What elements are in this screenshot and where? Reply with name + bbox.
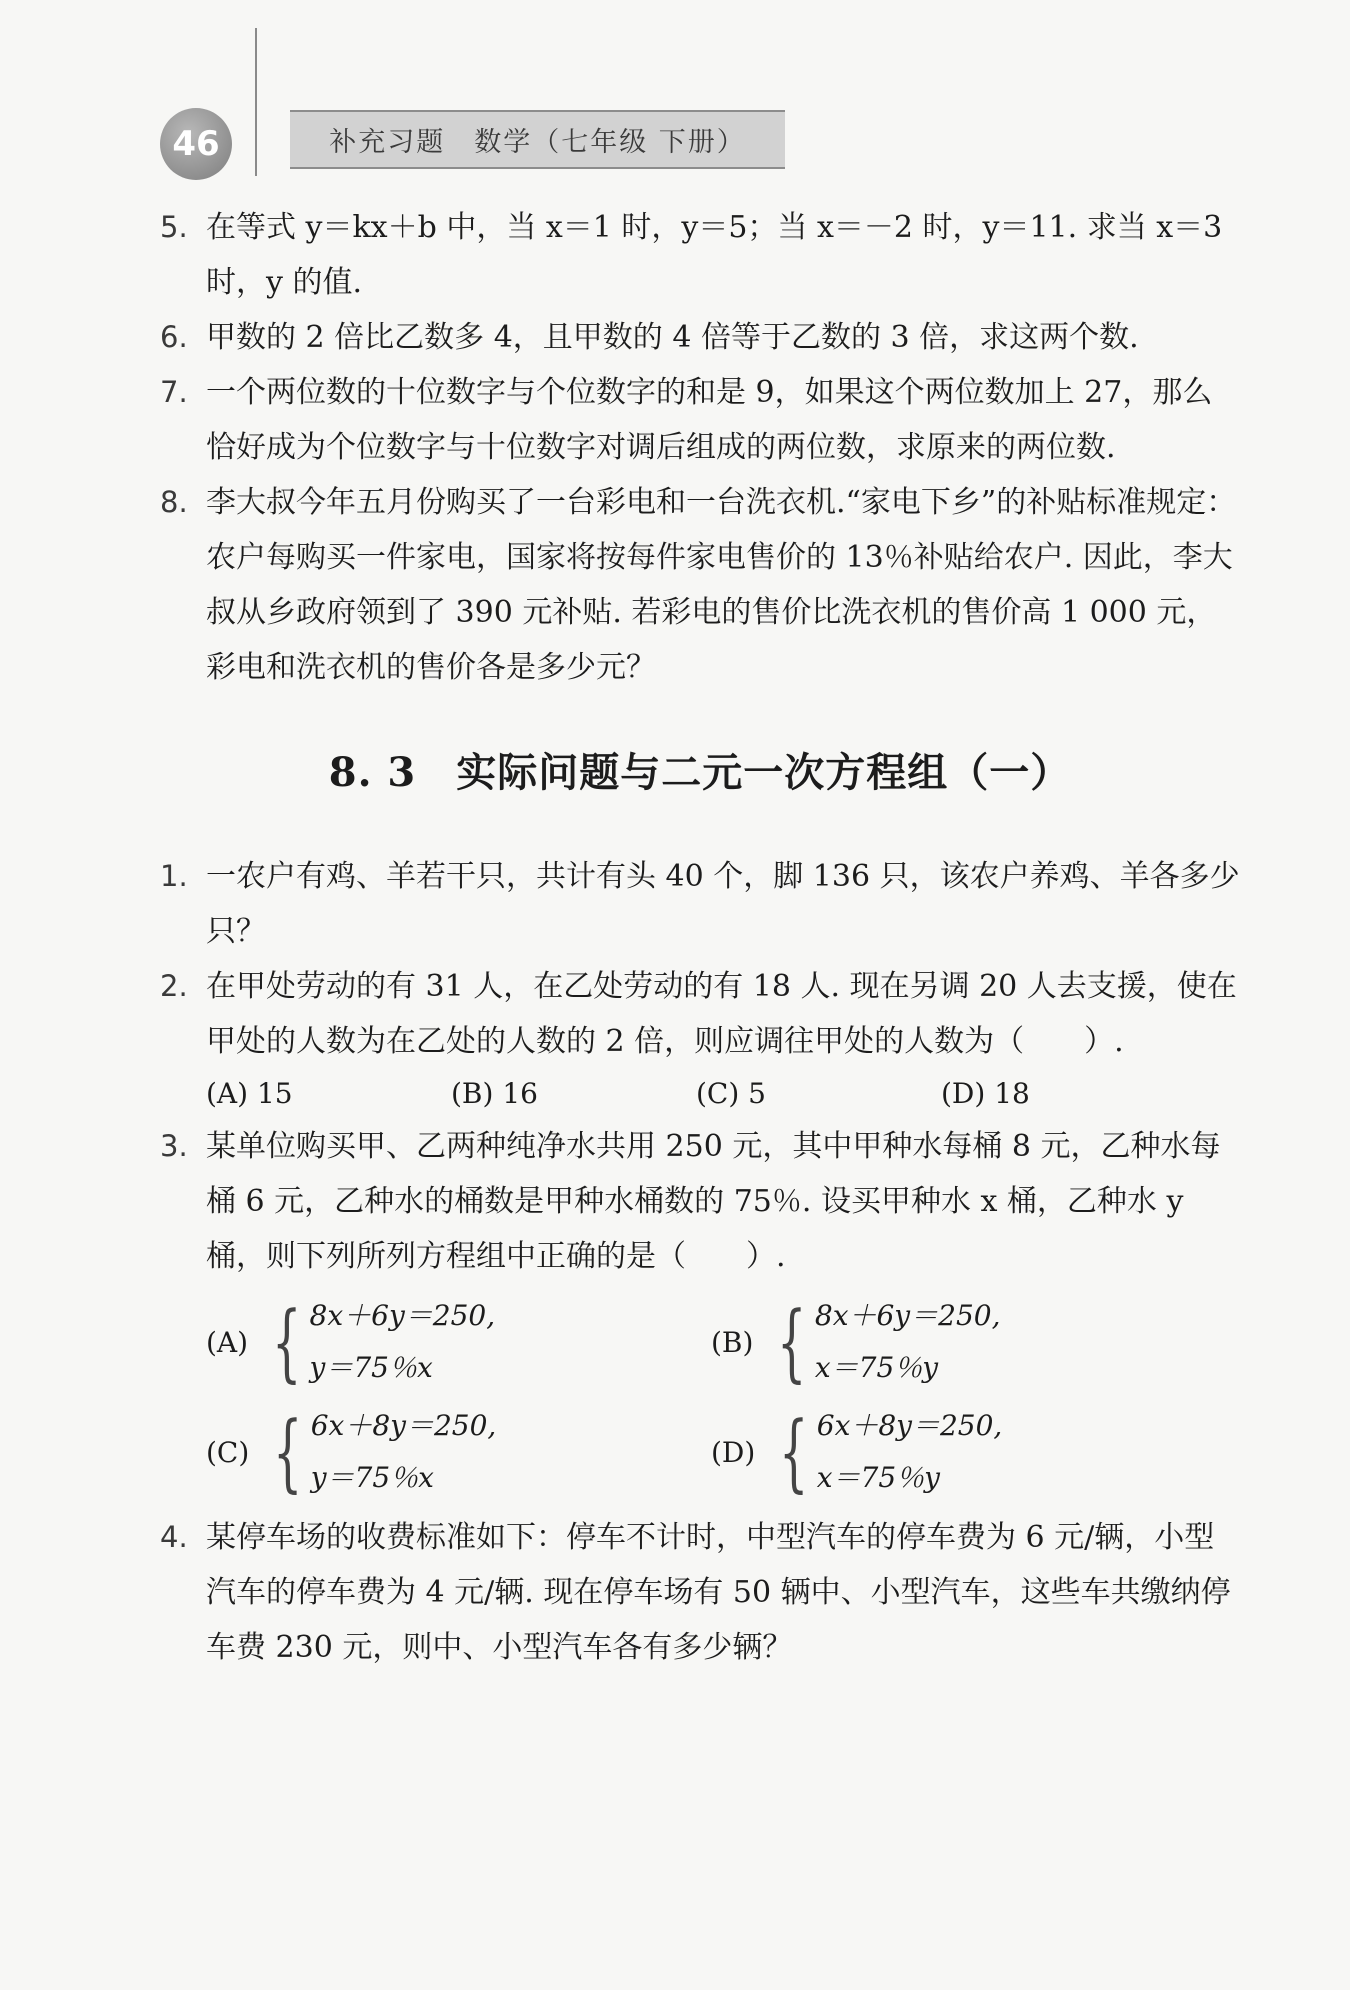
choice-a: (A) 15: [206, 1077, 293, 1110]
margin-rule: [255, 28, 257, 176]
problem-text: 李大叔今年五月份购买了一台彩电和一台洗衣机.“家电下乡”的补贴标准规定：农户每购买一件家电，国家将按每件家电售价的 13％补贴给农户. 因此，李大叔从乡政府领到了 390 元补贴. 若彩电的售价比洗衣机的售价高 1 000 元，彩电和洗衣机的售价各是多少元？: [206, 485, 1237, 685]
section-problem-2: [160, 959, 1240, 1069]
equation-line: x＝75％y: [814, 1351, 939, 1384]
option-label: (C): [206, 1435, 250, 1469]
problem-8: [160, 475, 1240, 695]
problem-text: 甲数的 2 倍比乙数多 4，且甲数的 4 倍等于乙数的 3 倍，求这两个数.: [206, 320, 1139, 355]
equation-system: [817, 1400, 1003, 1504]
left-brace-icon: {: [272, 1293, 302, 1391]
equation-line: y＝75％x: [309, 1351, 433, 1384]
option-label: (B): [711, 1325, 754, 1359]
section-problem-1: [160, 849, 1240, 959]
left-brace-icon: {: [273, 1403, 303, 1501]
problem-6: [160, 310, 1240, 365]
section-title: 实际问题与二元一次方程组（一）: [456, 749, 1072, 796]
option-label: (A): [206, 1325, 249, 1359]
problem-number: 8.: [160, 485, 188, 519]
equation-system: [310, 1290, 496, 1394]
problem-7: [160, 365, 1240, 475]
section-number: 8. 3: [328, 749, 417, 796]
problem-number: 1.: [160, 859, 188, 893]
problem-text: 某单位购买甲、乙两种纯净水共用 250 元，其中甲种水每桶 8 元，乙种水每桶 6 元，乙种水的桶数是甲种水桶数的 75％. 设买甲种水 x 桶，乙种水 y 桶，则下列所列方程组中正确的是（ ）.: [206, 1129, 1221, 1274]
equation-options-row: [160, 1290, 1240, 1394]
equation-option-d: [711, 1400, 1216, 1504]
problem-5: [160, 200, 1240, 310]
choice-d: (D) 18: [941, 1077, 1030, 1110]
equation-line: x＝75％y: [816, 1461, 940, 1494]
equation-option-b: [711, 1290, 1216, 1394]
page-content: [160, 200, 1240, 1675]
problem-number: 7.: [160, 375, 188, 409]
left-brace-icon: {: [779, 1403, 809, 1501]
section-problem-3: [160, 1119, 1240, 1284]
option-label: (D): [711, 1435, 756, 1469]
equation-option-a: [206, 1290, 711, 1394]
section-problem-4: [160, 1510, 1240, 1675]
problem-text: 一个两位数的十位数字与个位数字的和是 9，如果这个两位数加上 27，那么恰好成为个位数字与十位数字对调后组成的两位数，求原来的两位数.: [206, 375, 1213, 465]
problem-number: 4.: [160, 1520, 188, 1554]
problem-number: 2.: [160, 969, 188, 1003]
equation-line: 8x＋6y＝250,: [814, 1299, 1001, 1332]
running-header: 补充习题 数学（七年级 下册）: [290, 110, 785, 169]
equation-system: [815, 1290, 1001, 1394]
left-brace-icon: {: [777, 1293, 807, 1391]
problem-number: 3.: [160, 1129, 188, 1163]
equation-line: 8x＋6y＝250,: [309, 1299, 496, 1332]
equation-option-c: [206, 1400, 711, 1504]
equation-line: 6x＋8y＝250,: [310, 1409, 497, 1442]
equation-system: [311, 1400, 497, 1504]
problem-number: 6.: [160, 320, 188, 354]
problem-text: 在甲处劳动的有 31 人，在乙处劳动的有 18 人. 现在另调 20 人去支援，使在甲处的人数为在乙处的人数的 2 倍，则应调往甲处的人数为（ ）.: [206, 969, 1237, 1059]
choice-c: (C) 5: [696, 1077, 766, 1110]
choice-list: [160, 1069, 1240, 1119]
choice-b: (B) 16: [451, 1077, 538, 1110]
problem-number: 5.: [160, 210, 188, 244]
page-number-badge: 46: [160, 108, 232, 180]
problem-text: 在等式 y＝kx＋b 中，当 x＝1 时，y＝5；当 x＝－2 时，y＝11. 求当 x＝3 时，y 的值.: [206, 210, 1223, 300]
equation-line: y＝75％x: [310, 1461, 434, 1494]
equation-options-row: [160, 1400, 1240, 1504]
equation-line: 6x＋8y＝250,: [816, 1409, 1003, 1442]
section-heading: [160, 747, 1240, 799]
problem-text: 一农户有鸡、羊若干只，共计有头 40 个，脚 136 只，该农户养鸡、羊各多少只？: [206, 859, 1240, 949]
problem-text: 某停车场的收费标准如下：停车不计时，中型汽车的停车费为 6 元/辆，小型汽车的停车费为 4 元/辆. 现在停车场有 50 辆中、小型汽车，这些车共缴纳停车费 230 元，则中、小型汽车各有多少辆？: [206, 1520, 1231, 1665]
